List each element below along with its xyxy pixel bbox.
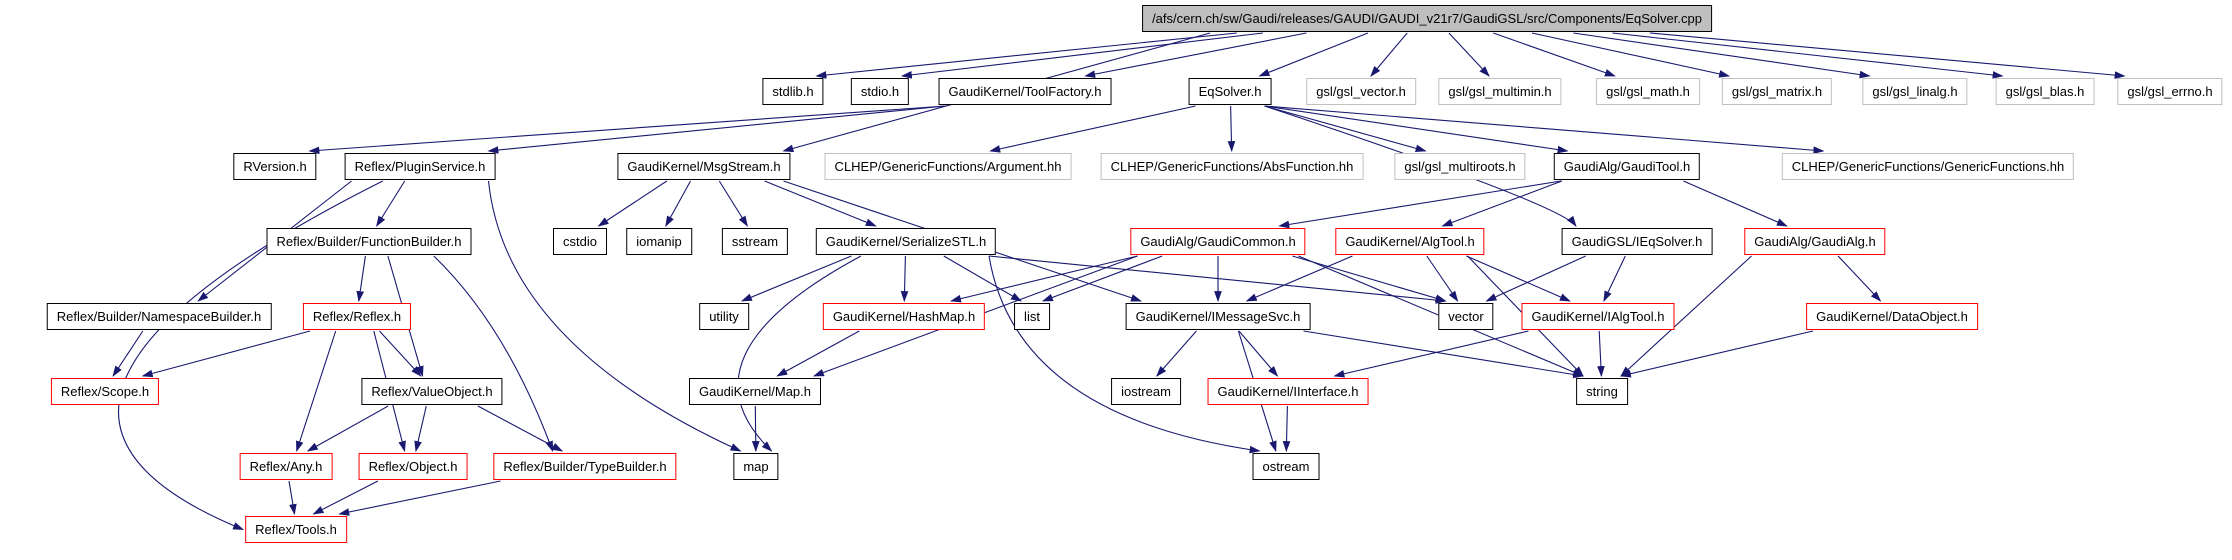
edge-toolfactory-to-rversion — [310, 106, 946, 151]
edge-pluginservice-to-functionbuilder — [377, 181, 405, 226]
edge-valueobject-to-typebuilder — [478, 406, 562, 451]
edge-root-to-toolfactory — [1085, 33, 1306, 76]
edge-gauditool-to-algtool — [1443, 181, 1562, 226]
edge-serializestl-to-utility — [742, 256, 851, 301]
graph-node-gauditool[interactable]: GaudiAlg/GaudiTool.h — [1554, 153, 1700, 180]
edge-eqsolver_h-to-argument — [990, 106, 1195, 151]
graph-node-map_h[interactable]: GaudiKernel/Map.h — [689, 378, 821, 405]
graph-node-utility[interactable]: utility — [699, 303, 749, 330]
edge-iinterface-to-ostream — [1286, 406, 1287, 451]
edge-gauditool-to-gaudialg — [1683, 181, 1786, 226]
edge-dataobject-to-string — [1621, 331, 1813, 376]
edge-any-to-tools — [289, 481, 295, 514]
graph-node-valueobject[interactable]: Reflex/ValueObject.h — [361, 378, 502, 405]
graph-node-hashmap[interactable]: GaudiKernel/HashMap.h — [823, 303, 985, 330]
graph-node-sstream[interactable]: sstream — [722, 228, 788, 255]
graph-node-rversion[interactable]: RVersion.h — [233, 153, 316, 180]
graph-node-stdio[interactable]: stdio.h — [851, 78, 909, 105]
edge-map_h-to-map — [755, 406, 756, 451]
edge-ieqsolver-to-ialgtool — [1604, 256, 1625, 301]
edge-root-to-gsl_vector — [1371, 33, 1407, 76]
graph-node-msgstream[interactable]: GaudiKernel/MsgStream.h — [617, 153, 790, 180]
graph-node-ieqsolver[interactable]: GaudiGSL/IEqSolver.h — [1562, 228, 1713, 255]
graph-node-genericfunctions: CLHEP/GenericFunctions/GenericFunctions.hh — [1782, 153, 2074, 180]
edge-root-to-gsl_multimin — [1449, 33, 1489, 76]
edge-ieqsolver-to-vector — [1487, 256, 1586, 301]
graph-node-ostream[interactable]: ostream — [1253, 453, 1320, 480]
edge-root-to-gsl_matrix — [1532, 33, 1729, 76]
edge-root-to-stdlib — [817, 33, 1237, 76]
graph-node-string[interactable]: string — [1576, 378, 1628, 405]
edge-namespacebuilder-to-scope — [113, 331, 143, 376]
edge-algtool-to-imessagesvc — [1247, 256, 1353, 301]
edge-imessagesvc-to-iinterface — [1239, 331, 1278, 376]
graph-node-toolfactory[interactable]: GaudiKernel/ToolFactory.h — [939, 78, 1112, 105]
graph-node-dataobject[interactable]: GaudiKernel/DataObject.h — [1806, 303, 1978, 330]
edge-functionbuilder-to-reflex — [359, 256, 366, 301]
edge-eqsolver_h-to-gauditool — [1265, 106, 1568, 151]
graph-node-serializestl[interactable]: GaudiKernel/SerializeSTL.h — [816, 228, 996, 255]
graph-node-iomanip[interactable]: iomanip — [626, 228, 692, 255]
graph-node-namespacebuilder[interactable]: Reflex/Builder/NamespaceBuilder.h — [47, 303, 272, 330]
edge-functionbuilder-to-typebuilder — [434, 256, 553, 451]
graph-node-pluginservice[interactable]: Reflex/PluginService.h — [345, 153, 496, 180]
edge-ialgtool-to-string — [1599, 331, 1601, 376]
graph-node-gsl_errno: gsl/gsl_errno.h — [2117, 78, 2222, 105]
graph-node-map[interactable]: map — [733, 453, 778, 480]
edge-msgstream-to-serializestl — [765, 181, 876, 226]
edge-object-to-tools — [314, 481, 378, 514]
graph-node-gsl_vector: gsl/gsl_vector.h — [1306, 78, 1416, 105]
edge-eqsolver_h-to-absfunction — [1231, 106, 1232, 151]
edge-gaudicommon-to-hashmap — [951, 256, 1137, 301]
edge-root-to-gsl_math — [1493, 33, 1615, 76]
edge-gaudialg-to-dataobject — [1838, 256, 1880, 301]
edge-root-to-stdio — [902, 33, 1263, 76]
edge-algtool-to-ialgtool — [1466, 256, 1569, 301]
graph-node-stdlib[interactable]: stdlib.h — [762, 78, 823, 105]
edge-imessagesvc-to-string — [1304, 331, 1584, 376]
graph-node-typebuilder[interactable]: Reflex/Builder/TypeBuilder.h — [493, 453, 676, 480]
graph-node-gsl_blas: gsl/gsl_blas.h — [1996, 78, 2095, 105]
graph-node-gaudialg[interactable]: GaudiAlg/GaudiAlg.h — [1744, 228, 1885, 255]
graph-node-tools[interactable]: Reflex/Tools.h — [245, 516, 347, 543]
edge-eqsolver_h-to-genericfunctions — [1265, 106, 1824, 151]
edge-ialgtool-to-iinterface — [1335, 331, 1529, 376]
graph-node-gsl_multiroots: gsl/gsl_multiroots.h — [1394, 153, 1525, 180]
graph-node-argument: CLHEP/GenericFunctions/Argument.hh — [825, 153, 1072, 180]
edge-msgstream-to-iomanip — [666, 181, 691, 226]
edge-typebuilder-to-tools — [339, 481, 500, 514]
graph-node-eqsolver_h[interactable]: EqSolver.h — [1189, 78, 1272, 105]
edge-algtool-to-vector — [1427, 256, 1458, 301]
edge-reflex-to-valueobject — [380, 331, 421, 376]
edge-toolfactory-to-pluginservice — [489, 106, 946, 151]
graph-node-gsl_matrix: gsl/gsl_matrix.h — [1722, 78, 1832, 105]
graph-node-cstdio[interactable]: cstdio — [553, 228, 607, 255]
graph-node-iinterface[interactable]: GaudiKernel/IInterface.h — [1208, 378, 1369, 405]
graph-node-list[interactable]: list — [1014, 303, 1050, 330]
edge-msgstream-to-sstream — [719, 181, 747, 226]
graph-node-object[interactable]: Reflex/Object.h — [359, 453, 468, 480]
graph-node-iostream[interactable]: iostream — [1111, 378, 1181, 405]
edge-hashmap-to-map_h — [777, 331, 859, 376]
edge-valueobject-to-any — [308, 406, 388, 451]
graph-node-gsl_linalg: gsl/gsl_linalg.h — [1862, 78, 1967, 105]
graph-node-any[interactable]: Reflex/Any.h — [240, 453, 333, 480]
graph-node-reflex[interactable]: Reflex/Reflex.h — [303, 303, 411, 330]
graph-node-ialgtool[interactable]: GaudiKernel/IAlgTool.h — [1522, 303, 1675, 330]
graph-node-root: /afs/cern.ch/sw/Gaudi/releases/GAUDI/GAUDI_v21r7/GaudiGSL/src/Components/EqSolver.cpp — [1142, 5, 1712, 32]
edge-root-to-gsl_blas — [1612, 33, 2002, 76]
graph-node-functionbuilder[interactable]: Reflex/Builder/FunctionBuilder.h — [267, 228, 472, 255]
edge-imessagesvc-to-iostream — [1157, 331, 1197, 376]
graph-node-gaudicommon[interactable]: GaudiAlg/GaudiCommon.h — [1130, 228, 1305, 255]
graph-node-algtool[interactable]: GaudiKernel/AlgTool.h — [1335, 228, 1484, 255]
edge-serializestl-to-list — [944, 256, 1021, 301]
graph-node-vector[interactable]: vector — [1438, 303, 1493, 330]
edge-gauditool-to-gaudicommon — [1279, 181, 1561, 226]
edge-reflex-to-scope — [143, 331, 310, 376]
edge-valueobject-to-object — [416, 406, 426, 451]
edge-serializestl-to-ostream — [989, 256, 1260, 451]
graph-node-imessagesvc[interactable]: GaudiKernel/IMessageSvc.h — [1126, 303, 1311, 330]
edge-serializestl-to-map — [738, 256, 861, 451]
edge-serializestl-to-hashmap — [904, 256, 905, 301]
edge-msgstream-to-cstdio — [599, 181, 667, 226]
edge-serializestl-to-vector — [989, 256, 1446, 301]
graph-node-scope[interactable]: Reflex/Scope.h — [51, 378, 159, 405]
graph-node-gsl_multimin: gsl/gsl_multimin.h — [1438, 78, 1561, 105]
graph-node-absfunction: CLHEP/GenericFunctions/AbsFunction.hh — [1101, 153, 1364, 180]
graph-node-gsl_math: gsl/gsl_math.h — [1596, 78, 1700, 105]
edge-reflex-to-any — [297, 331, 336, 451]
